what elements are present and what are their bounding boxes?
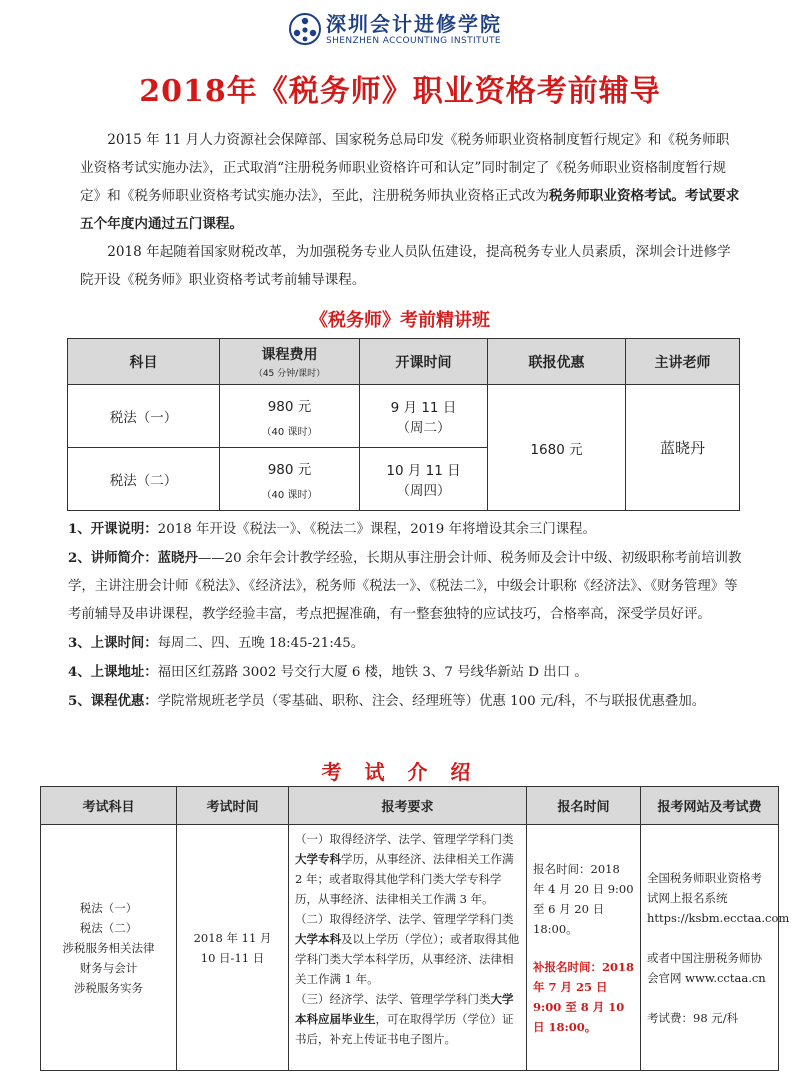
date-value: 9 月 11 日 [390,400,457,416]
note-discount [68,687,748,716]
header-fee [220,339,360,385]
req-emphasis: 大学专科 [295,852,341,866]
registration-cell [527,825,641,1071]
combo-cell: 1680 元 [488,385,626,511]
course-table [67,338,740,511]
intro-section [80,126,740,294]
exam-subject: 涉税服务实务 [74,980,143,995]
page-title: 2018年《税务师》职业资格考前辅导 [139,74,661,109]
requirement-2 [295,909,520,989]
exam-subject: 税法（二） [79,920,138,935]
website-primary-url[interactable]: https://ksbm.ecctaa.com [647,910,790,925]
req-text: ，可在取得学历（学位）证书后，补充上传证书电子图片。 [295,1012,514,1046]
registration-normal: 报名时间：2018 年 4 月 20 日 9:00 至 6 月 20 日 18:00。 [533,861,634,936]
course-notes [68,515,748,716]
header-website-fee: 报考网站及考试费 [641,787,779,825]
header-exam-subject: 考试科目 [41,787,177,825]
header-fee-sub: （45 分钟/课时） [253,369,326,379]
fee-cell [220,448,360,511]
registration-supplement: 补报名时间：2018 年 7 月 25 日 9:00 至 8 月 10 日 18:00。 [533,959,635,1034]
requirement-3 [295,989,520,1049]
table-row [68,385,740,448]
weekday-value: （周二） [396,420,451,436]
requirement-1 [295,829,520,909]
logo-english-name: SHENZHEN ACCOUNTING INSTITUTE [326,36,501,46]
table-row [41,825,779,1071]
note-teacher [68,544,748,629]
date-cell [360,448,488,511]
header-start: 开课时间 [360,339,488,385]
exam-subject: 财务与会计 [79,960,138,975]
note-label: 1、开课说明： [68,521,158,537]
header-requirements: 报考要求 [289,787,527,825]
note-label: 4、上课地址： [68,664,158,680]
website-secondary: 或者中国注册税务师协会官网 www.cctaa.cn [647,950,766,985]
fee-value: 980 元 [267,398,312,415]
institute-logo-icon [288,12,322,46]
date-cell [360,385,488,448]
hours-value: （40 课时） [261,489,318,501]
subject-cell: 税法（二） [68,448,220,511]
req-emphasis: 大学本科 [295,932,341,946]
note-text: 2018 年开设《税法一》、《税法二》课程，2019 年将增设其余三门课程。 [157,522,596,537]
logo-chinese-name: 深圳会计进修学院 [326,12,502,36]
req-text: （三）经济学、法学、管理学学科门类 [295,992,491,1006]
header-fee-label: 课程费用 [261,347,318,363]
exam-subject: 税法（一） [79,900,138,915]
note-label: 2、讲师简介： [68,550,158,566]
note-text: 每周二、四、五晚 18:45-21:45。 [157,636,365,651]
logo-text [326,13,502,47]
exam-fee: 考试费：98 元/科 [647,1010,739,1025]
hours-value: （40 课时） [261,426,318,438]
exam-section-title: 考 试 介 绍 [321,760,479,784]
exam-subject: 涉税服务相关法律 [62,940,155,955]
course-section-title: 《税务师》考前精讲班 [310,310,490,331]
header-subject: 科目 [68,339,220,385]
exam-time-cell: 2018 年 11 月 10 日-11 日 [177,825,289,1071]
course-table-header [68,339,740,385]
intro-paragraph-1 [80,126,740,238]
note-text: 福田区红荔路 3002 号交行大厦 6 楼，地铁 3、7 号线华新站 D 出口 。 [157,665,588,680]
req-text: （二）取得经济学、法学、管理学学科门类 [295,912,514,926]
date-value: 10 月 11 日 [386,463,461,479]
note-text: 学院常规班老学员（零基础、职称、注会、经理班等）优惠 100 元/科，不与联报优惠叠加。 [157,694,706,709]
req-text: 学历，从事经济、法律相关工作满 2 年；或者取得其他学科门类大学专科学历，从事经济、法律相关工作满 3 年。 [295,852,514,906]
header-registration: 报名时间 [527,787,641,825]
website-fee-cell [641,825,790,1071]
note-text: ——20 余年会计教学经验，长期从事注册会计师、税务师及会计中级、初级职称考前培训教学，主讲注册会计师《税法》、《经济法》，税务师《税法一》、《税法二》，中级会计职称《经济法》、《财务管理》等考前辅导及串讲课程，教学经验丰富，考点把握准确，有一整套独特的应试技巧，合格率高，深受学员好评。 [68,551,742,622]
header-exam-time: 考试时间 [177,787,289,825]
req-text: （一）取得经济学、法学、管理学学科门类 [295,832,514,846]
header-teacher: 主讲老师 [626,339,740,385]
note-opening [68,515,748,544]
intro-text: 2015 年 11 月人力资源社会保障部、国家税务总局印发《税务师职业资格制度暂行规定》和《税务师职业资格考试实施办法》，正式取消“注册税务师职业资格许可和认定”同时制定了《税务师职业资格制度暂行规定》和《税务师职业资格考试实施办法》，至此，注册税务师执业资格正式改为 [80,132,730,204]
requirements-cell [289,825,527,1071]
header [0,12,800,52]
exam-table-header [41,787,779,825]
fee-value: 980 元 [267,461,312,478]
exam-table [40,786,790,1071]
exam-subjects-cell [41,825,177,1071]
note-address [68,658,748,687]
intro-paragraph-2: 2018 年起随着国家财税改革，为加强税务专业人员队伍建设，提高税务专业人员素质，深圳会计进修学院开设《税务师》职业资格考试考前辅导课程。 [80,244,731,288]
fee-cell [220,385,360,448]
intro-highlight: 税务师职业资格考试。考试要求五个年度内通过五门课程。 [80,188,740,232]
weekday-value: （周四） [396,483,451,499]
req-text: 及以上学历（学位）；或者取得其他学科门类大学本科学历，从事经济、法律相关工作满 1 年。 [295,932,520,986]
note-label: 5、课程优惠： [68,693,158,709]
note-teacher-name: 蓝晓丹 [157,550,198,566]
note-class-time [68,629,748,658]
website-primary: 全国税务师职业资格考试网上报名系统 [647,870,762,905]
header-combo: 联报优惠 [488,339,626,385]
teacher-cell: 蓝晓丹 [626,385,740,511]
subject-cell: 税法（一） [68,385,220,448]
req-emphasis: 大学本科应届毕业生 [295,992,514,1026]
note-label: 3、上课时间： [68,635,158,651]
